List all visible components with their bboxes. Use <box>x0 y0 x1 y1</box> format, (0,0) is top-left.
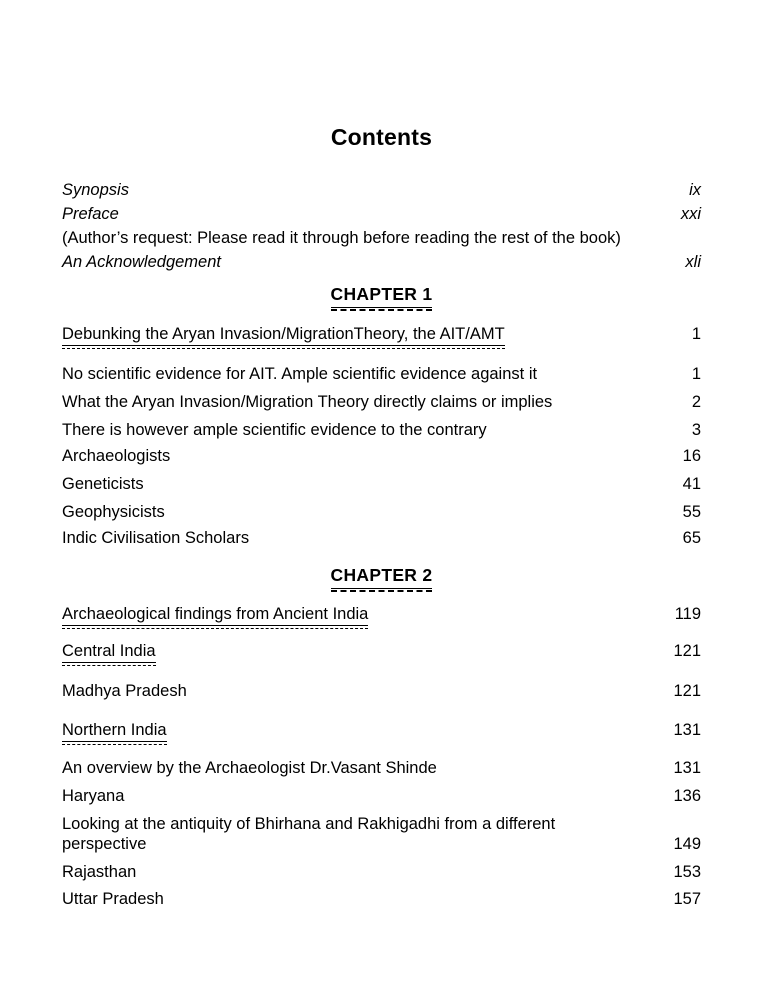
toc-subheading-label: Northern India <box>62 720 167 742</box>
toc-entry-page: 55 <box>682 503 701 521</box>
toc-entry-label: Rajasthan <box>62 863 137 881</box>
toc-entry-page: 153 <box>673 863 701 881</box>
toc-entry-page: 41 <box>682 475 701 493</box>
toc-entry-label: Geneticists <box>62 475 144 493</box>
toc-entry-label: An overview by the Archaeologist Dr.Vasant Shinde <box>62 759 437 777</box>
toc-row-c1-e6[interactable] <box>62 528 701 548</box>
toc-row-c1-e0[interactable] <box>62 364 701 384</box>
toc-heading-label: Archaeological findings from Ancient India <box>62 604 368 626</box>
toc-entry-label: Haryana <box>62 787 125 805</box>
toc-row-preface[interactable] <box>62 204 701 224</box>
toc-row-an-acknowledgement[interactable] <box>62 252 701 272</box>
toc-entry-page: 121 <box>673 682 701 700</box>
toc-entry-label: Preface <box>62 205 119 223</box>
toc-entry-page: xxi <box>680 205 701 223</box>
toc-heading-page: 119 <box>674 605 701 623</box>
toc-row-c2-bhirhana-rakhigadhi[interactable] <box>62 814 701 854</box>
chapter-banner-label: CHAPTER 1 <box>331 284 433 308</box>
toc-entry-page: 136 <box>673 787 701 805</box>
chapter-banner-2 <box>0 565 763 589</box>
toc-entry-page: 131 <box>673 759 701 777</box>
toc-entry-page: 65 <box>682 529 701 547</box>
toc-row-chapter2-heading[interactable] <box>62 604 701 626</box>
toc-entry-page: 1 <box>691 365 701 383</box>
toc-row-c2-haryana[interactable] <box>62 786 701 806</box>
toc-row-c2-uttar-pradesh[interactable] <box>62 889 701 909</box>
toc-row-c2-northern-india[interactable] <box>62 720 701 742</box>
toc-heading-label: Debunking the Aryan Invasion/MigrationTheory, the AIT/AMT <box>62 324 505 346</box>
toc-entry-page: 2 <box>691 393 701 411</box>
toc-entry-label: An Acknowledgement <box>62 253 221 271</box>
toc-row-authors-request <box>62 228 701 248</box>
toc-entry-page: 3 <box>691 421 701 439</box>
toc-entry-label-line2: perspective <box>62 835 147 853</box>
toc-entry-page: ix <box>689 181 701 199</box>
toc-row-c1-e5[interactable] <box>62 502 701 522</box>
chapter-banner-1 <box>0 284 763 308</box>
toc-entry-page: 157 <box>673 890 701 908</box>
toc-entry-label: What the Aryan Invasion/Migration Theory directly claims or implies <box>62 393 553 411</box>
toc-row-c2-rajasthan[interactable] <box>62 862 701 882</box>
toc-subheading-page: 131 <box>673 721 701 739</box>
toc-entry-label: (Author’s request: Please read it through before reading the rest of the book) <box>62 229 621 247</box>
toc-entry-label-line1: Looking at the antiquity of Bhirhana and Rakhigadhi from a different <box>62 815 556 833</box>
toc-row-c1-e2[interactable] <box>62 420 701 440</box>
page-title: Contents <box>330 124 433 150</box>
toc-entry-page: xli <box>685 253 701 271</box>
toc-entry-label: Archaeologists <box>62 447 171 465</box>
toc-row-c1-e4[interactable] <box>62 474 701 494</box>
toc-entry-page: 16 <box>682 447 701 465</box>
toc-row-c1-e3[interactable] <box>62 446 701 466</box>
toc-entry-label: Indic Civilisation Scholars <box>62 529 250 547</box>
toc-row-c2-overview-vasant-shinde[interactable] <box>62 758 701 778</box>
toc-entry-label: There is however ample scientific evidence to the contrary <box>62 421 487 439</box>
toc-row-c1-e1[interactable] <box>62 392 701 412</box>
chapter-banner-label: CHAPTER 2 <box>331 565 433 589</box>
toc-subheading-label: Central India <box>62 641 156 663</box>
toc-row-synopsis[interactable] <box>62 180 701 200</box>
toc-row-chapter1-heading[interactable] <box>62 324 701 346</box>
toc-subheading-page: 121 <box>673 642 701 660</box>
toc-heading-page: 1 <box>691 325 701 343</box>
toc-row-c2-madhya-pradesh[interactable] <box>62 681 701 701</box>
toc-entry-label: Synopsis <box>62 181 129 199</box>
toc-row-c2-central-india[interactable] <box>62 641 701 663</box>
toc-entry-label: Uttar Pradesh <box>62 890 164 908</box>
toc-entry-label: No scientific evidence for AIT. Ample scientific evidence against it <box>62 365 538 383</box>
toc-entry-label: Geophysicists <box>62 503 165 521</box>
toc-entry-label: Madhya Pradesh <box>62 682 187 700</box>
toc-entry-page: 149 <box>673 835 701 853</box>
